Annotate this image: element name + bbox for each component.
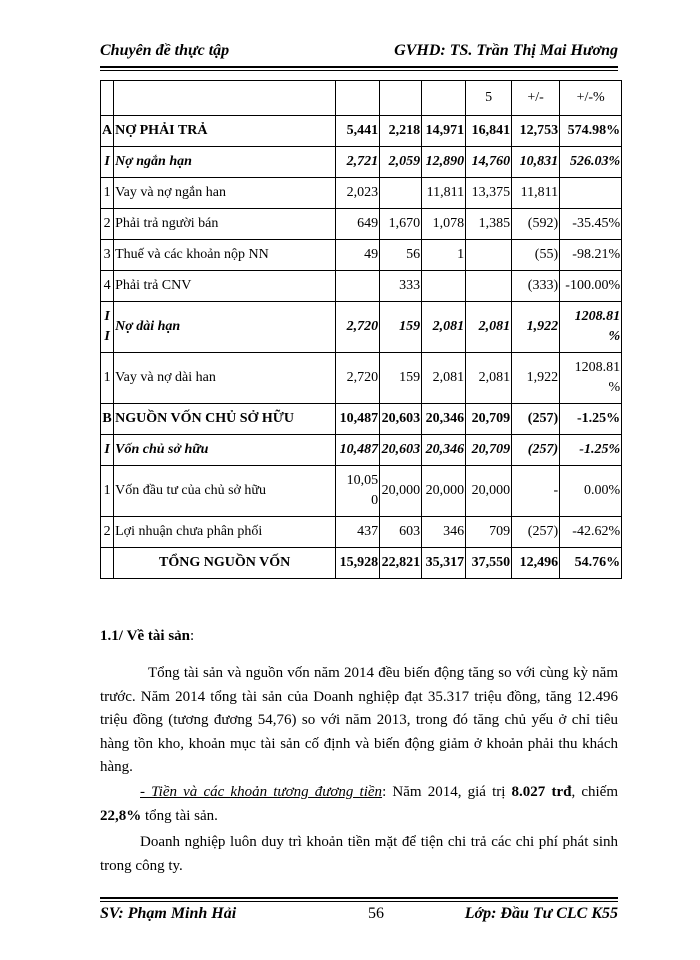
table-row bbox=[101, 404, 622, 435]
row-label: Thuế và các khoản nộp NN bbox=[114, 240, 336, 271]
value-col-4: 20,709 bbox=[466, 404, 512, 435]
change-pct: -1.25% bbox=[560, 404, 622, 435]
change-abs: - bbox=[512, 466, 560, 517]
value-col-3: 2,081 bbox=[422, 353, 466, 404]
change-pct: -1.25% bbox=[560, 435, 622, 466]
value-col-1: 5,441 bbox=[336, 116, 380, 147]
page-number: 56 bbox=[368, 905, 384, 922]
footer-class: Lớp: Đầu Tư CLC K55 bbox=[464, 905, 618, 922]
value-col-1: 2,720 bbox=[336, 302, 380, 353]
value-col-4: 5 bbox=[466, 81, 512, 116]
value-col-4: 2,081 bbox=[466, 353, 512, 404]
change-abs: 10,831 bbox=[512, 147, 560, 178]
value-col-4: 2,081 bbox=[466, 302, 512, 353]
change-pct: -35.45% bbox=[560, 209, 622, 240]
row-label: NGUỒN VỐN CHỦ SỞ HỮU bbox=[114, 404, 336, 435]
change-pct: 1208.81 % bbox=[560, 353, 622, 404]
value-col-1 bbox=[336, 81, 380, 116]
row-label: Vay và nợ ngắn han bbox=[114, 178, 336, 209]
row-code: I bbox=[101, 435, 114, 466]
value-col-3: 2,081 bbox=[422, 302, 466, 353]
value-col-1 bbox=[336, 271, 380, 302]
value-col-1: 10,487 bbox=[336, 435, 380, 466]
cash-text1: : Năm 2014, giá trị bbox=[382, 784, 512, 800]
value-col-1: 15,928 bbox=[336, 548, 380, 579]
change-abs: (333) bbox=[512, 271, 560, 302]
total-row bbox=[101, 548, 622, 579]
table-row bbox=[101, 517, 622, 548]
change-pct: -98.21% bbox=[560, 240, 622, 271]
row-code bbox=[101, 548, 114, 579]
table-row bbox=[101, 271, 622, 302]
section-heading bbox=[100, 628, 194, 645]
value-col-1: 10,487 bbox=[336, 404, 380, 435]
table-row bbox=[101, 116, 622, 147]
page-footer bbox=[100, 905, 618, 927]
value-col-2 bbox=[380, 81, 422, 116]
header-right-text: GVHD: TS. Trần Thị Mai Hương bbox=[394, 42, 618, 59]
row-label: Nợ dài hạn bbox=[114, 302, 336, 353]
value-col-4: 16,841 bbox=[466, 116, 512, 147]
footer-rule-thin bbox=[100, 901, 618, 902]
value-col-1: 49 bbox=[336, 240, 380, 271]
row-code: I bbox=[101, 147, 114, 178]
value-col-2: 20,603 bbox=[380, 404, 422, 435]
row-label: Vốn chủ sở hữu bbox=[114, 435, 336, 466]
row-code bbox=[101, 81, 114, 116]
change-pct: 0.00% bbox=[560, 466, 622, 517]
value-col-2: 603 bbox=[380, 517, 422, 548]
value-col-2: 2,059 bbox=[380, 147, 422, 178]
value-col-4: 709 bbox=[466, 517, 512, 548]
value-col-4: 37,550 bbox=[466, 548, 512, 579]
value-col-1: 649 bbox=[336, 209, 380, 240]
value-col-2: 20,603 bbox=[380, 435, 422, 466]
row-label: Phải trả người bán bbox=[114, 209, 336, 240]
row-code: 2 bbox=[101, 517, 114, 548]
value-col-3: 1,078 bbox=[422, 209, 466, 240]
value-col-2: 2,218 bbox=[380, 116, 422, 147]
value-col-3: 20,000 bbox=[422, 466, 466, 517]
value-col-3: 35,317 bbox=[422, 548, 466, 579]
value-col-3: 11,811 bbox=[422, 178, 466, 209]
value-col-4: 20,000 bbox=[466, 466, 512, 517]
table-row bbox=[101, 178, 622, 209]
paragraph-cash bbox=[100, 781, 618, 828]
row-label: Vốn đầu tư của chủ sở hữu bbox=[114, 466, 336, 517]
value-col-4: 20,709 bbox=[466, 435, 512, 466]
cash-value1: 8.027 trđ bbox=[511, 784, 572, 800]
row-code: 1 bbox=[101, 466, 114, 517]
row-code: B bbox=[101, 404, 114, 435]
row-label: Vay và nợ dài han bbox=[114, 353, 336, 404]
value-col-1: 2,720 bbox=[336, 353, 380, 404]
row-code: 1 bbox=[101, 353, 114, 404]
change-pct: 526.03% bbox=[560, 147, 622, 178]
value-col-3: 20,346 bbox=[422, 404, 466, 435]
value-col-3: 14,971 bbox=[422, 116, 466, 147]
change-pct: -42.62% bbox=[560, 517, 622, 548]
paragraph-total-assets: Tổng tài sản và nguồn vốn năm 2014 đều biến động tăng so với cùng kỳ năm trước. Năm 2014 tổng tài sản của Doanh nghiệp đạt 35.317 triệu đồng, tăng 12.496 triệu đồng (tương đương 54,76) so với năm 2013, trong đó tăng chủ yếu ở chỉ tiêu hàng tồn kho, khoản mục tài sản cố định và biến động giảm ở khoản phải thu khách hàng. bbox=[100, 665, 618, 775]
row-label bbox=[114, 81, 336, 116]
table-row bbox=[101, 353, 622, 404]
cash-text2: , chiếm bbox=[571, 784, 619, 800]
value-col-4: 1,385 bbox=[466, 209, 512, 240]
row-code: 2 bbox=[101, 209, 114, 240]
value-col-2: 333 bbox=[380, 271, 422, 302]
section-colon: : bbox=[190, 628, 195, 644]
change-abs: 12,753 bbox=[512, 116, 560, 147]
value-col-3 bbox=[422, 81, 466, 116]
value-col-2: 159 bbox=[380, 302, 422, 353]
paragraph-cash-policy: Doanh nghiệp luôn duy trì khoản tiền mặt để tiện chi trả các chi phí phát sinh trong công ty. bbox=[100, 834, 618, 874]
change-abs: (257) bbox=[512, 435, 560, 466]
value-col-3: 346 bbox=[422, 517, 466, 548]
value-col-4: 14,760 bbox=[466, 147, 512, 178]
value-col-4: 13,375 bbox=[466, 178, 512, 209]
value-col-1: 10,05 0 bbox=[336, 466, 380, 517]
value-col-1: 2,721 bbox=[336, 147, 380, 178]
footer-student: SV: Phạm Minh Hải bbox=[100, 905, 237, 922]
cash-value2: 22,8% bbox=[100, 807, 142, 824]
header-rule-thin bbox=[100, 70, 618, 71]
row-label: Phải trả CNV bbox=[114, 271, 336, 302]
change-abs: (592) bbox=[512, 209, 560, 240]
value-col-3 bbox=[422, 271, 466, 302]
section-title: Về tài sản bbox=[126, 628, 191, 644]
value-col-4 bbox=[466, 240, 512, 271]
value-col-3: 20,346 bbox=[422, 435, 466, 466]
change-pct: 574.98% bbox=[560, 116, 622, 147]
change-pct bbox=[560, 178, 622, 209]
table-row bbox=[101, 466, 622, 517]
value-col-1: 437 bbox=[336, 517, 380, 548]
change-pct: +/-% bbox=[560, 81, 622, 116]
row-label: NỢ PHẢI TRẢ bbox=[114, 116, 336, 147]
header-left-text: Chuyên đề thực tập bbox=[100, 42, 230, 59]
cash-text3: tổng tài sản. bbox=[141, 807, 218, 824]
change-abs: (257) bbox=[512, 517, 560, 548]
row-label: Lợi nhuận chưa phân phối bbox=[114, 517, 336, 548]
change-abs: 11,811 bbox=[512, 178, 560, 209]
table-row bbox=[101, 435, 622, 466]
value-col-4 bbox=[466, 271, 512, 302]
row-code: A bbox=[101, 116, 114, 147]
table-row bbox=[101, 81, 622, 116]
change-pct: -100.00% bbox=[560, 271, 622, 302]
page-header bbox=[100, 40, 618, 66]
header-rule-thick bbox=[100, 66, 618, 68]
change-abs: (257) bbox=[512, 404, 560, 435]
change-abs: (55) bbox=[512, 240, 560, 271]
change-abs: 12,496 bbox=[512, 548, 560, 579]
value-col-2: 22,821 bbox=[380, 548, 422, 579]
row-code: I I bbox=[101, 302, 114, 353]
table-row bbox=[101, 240, 622, 271]
row-code: 4 bbox=[101, 271, 114, 302]
value-col-2 bbox=[380, 178, 422, 209]
value-col-2: 1,670 bbox=[380, 209, 422, 240]
change-abs: +/- bbox=[512, 81, 560, 116]
table-row bbox=[101, 147, 622, 178]
row-label: Nợ ngắn hạn bbox=[114, 147, 336, 178]
change-pct: 54.76% bbox=[560, 548, 622, 579]
change-pct: 1208.81 % bbox=[560, 302, 622, 353]
value-col-2: 56 bbox=[380, 240, 422, 271]
value-col-3: 1 bbox=[422, 240, 466, 271]
table-row bbox=[101, 302, 622, 353]
value-col-1: 2,023 bbox=[336, 178, 380, 209]
section-number: 1.1/ bbox=[100, 628, 123, 644]
value-col-3: 12,890 bbox=[422, 147, 466, 178]
balance-table bbox=[100, 80, 622, 579]
change-abs: 1,922 bbox=[512, 353, 560, 404]
row-code: 1 bbox=[101, 178, 114, 209]
change-abs: 1,922 bbox=[512, 302, 560, 353]
table-row bbox=[101, 209, 622, 240]
value-col-2: 159 bbox=[380, 353, 422, 404]
value-col-2: 20,000 bbox=[380, 466, 422, 517]
row-label: TỔNG NGUỒN VỐN bbox=[114, 548, 336, 579]
cash-lead: - Tiền và các khoản tương đương tiền bbox=[140, 784, 383, 800]
row-code: 3 bbox=[101, 240, 114, 271]
footer-rule-thick bbox=[100, 897, 618, 899]
